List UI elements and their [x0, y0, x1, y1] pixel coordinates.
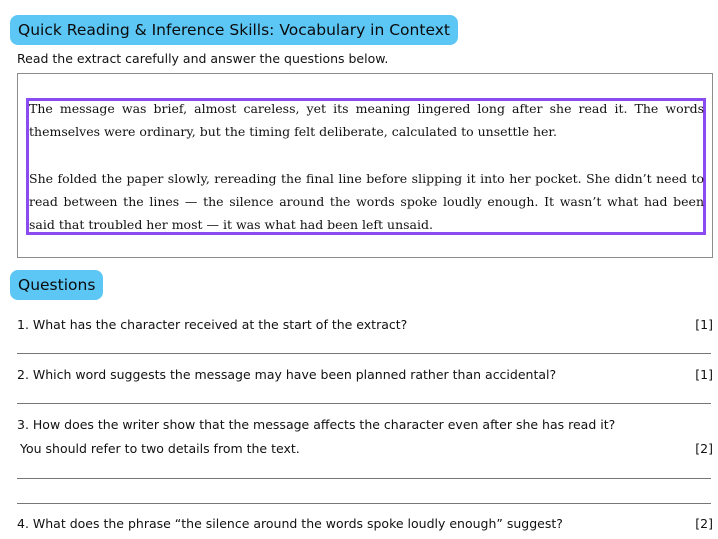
question-1-text: 1. What has the character received at the start of the extract? [17, 317, 408, 332]
question-3-subtext: You should refer to two details from the text. [20, 441, 300, 456]
question-1-marks: [1] [695, 317, 713, 332]
question-4-text: 4. What does the phrase “the silence around the words spoke loudly enough” suggest? [17, 516, 563, 531]
answer-line-3b[interactable] [17, 503, 711, 504]
questions-heading: Questions [10, 270, 103, 300]
answer-line-2[interactable] [17, 403, 711, 404]
question-1 [17, 317, 713, 333]
answer-line-3a[interactable] [17, 478, 711, 479]
question-3-sub [20, 441, 713, 457]
question-3-marks: [2] [695, 441, 713, 456]
question-2 [17, 367, 713, 383]
question-2-marks: [1] [695, 367, 713, 382]
worksheet-title: Quick Reading & Inference Skills: Vocabulary in Context [10, 15, 458, 45]
instruction-text: Read the extract carefully and answer the questions below. [17, 51, 389, 66]
extract-paragraph-1: The message was brief, almost careless, yet its meaning lingered long after she read it. The words themselves were ordinary, but the timing felt deliberate, calculated to unsettle her. [29, 101, 704, 139]
extract-paragraph-2: She folded the paper slowly, rereading the final line before slipping it into her pocket. She didn’t need to read between the lines — the silence around the words spoke loudly enough. It wasn’t what had been said that troubled her most — it was what had been left unsaid. [29, 171, 704, 232]
question-2-text: 2. Which word suggests the message may have been planned rather than accidental? [17, 367, 557, 382]
question-4 [17, 516, 713, 532]
answer-line-1[interactable] [17, 353, 711, 354]
question-3-text: 3. How does the writer show that the message affects the character even after she has read it? [17, 417, 616, 432]
question-4-marks: [2] [695, 516, 713, 531]
question-3 [17, 417, 713, 433]
